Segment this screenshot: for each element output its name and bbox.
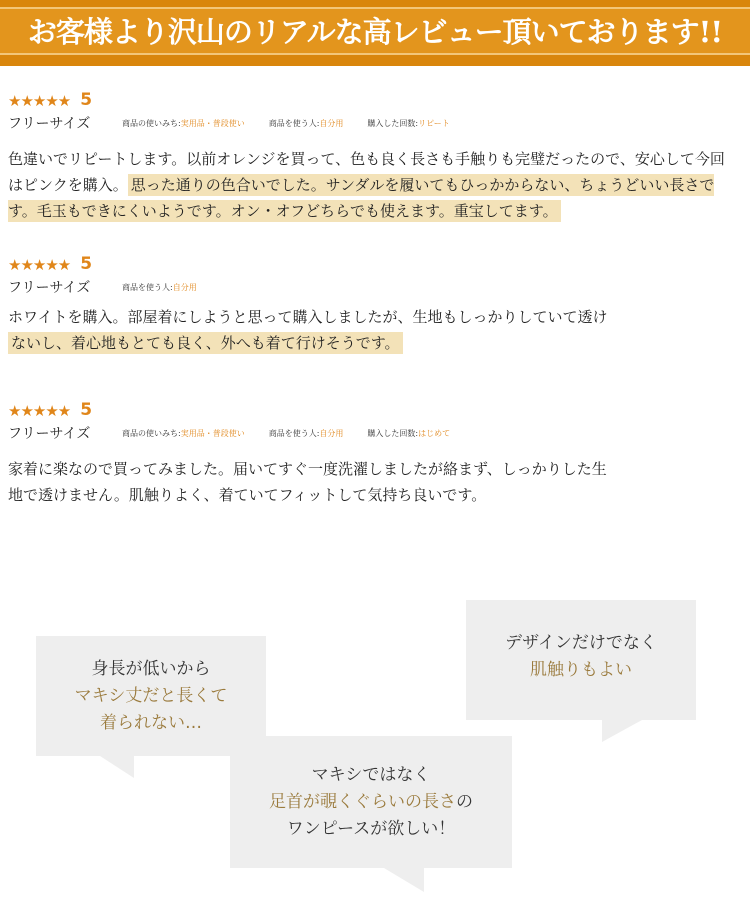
review-meta bbox=[8, 422, 738, 444]
rating-row bbox=[8, 88, 738, 110]
size-label: フリーサイズ bbox=[8, 426, 91, 442]
size-label: フリーサイズ bbox=[8, 116, 91, 132]
star-rating-icon: ★★★★★ bbox=[8, 92, 71, 110]
review-text: 家着に楽なので買ってみました。届いてすぐ一度洗濯しましたが絡まず、しっかりした生 地で透けません。肌触りよく、着ていてフィットして気持ち良いです。 bbox=[8, 460, 607, 504]
size-label: フリーサイズ bbox=[8, 280, 91, 296]
meta-user: 商品を使う人:自分用 bbox=[268, 118, 344, 128]
meta-user: 商品を使う人:自分用 bbox=[122, 282, 197, 292]
star-rating-icon: ★★★★★ bbox=[8, 402, 71, 420]
meta-count: 購入した回数:リピート bbox=[367, 118, 450, 128]
review-meta bbox=[8, 276, 738, 298]
speech-bubble-tail bbox=[602, 720, 642, 742]
speech-bubble-center: マキシではなく 足首が覗くぐらいの長さの ワンピースが欲しい！ bbox=[230, 736, 512, 868]
header-banner bbox=[0, 0, 750, 66]
star-rating-icon: ★★★★★ bbox=[8, 256, 71, 274]
meta-count: 購入した回数:はじめて bbox=[367, 428, 451, 438]
rating-row bbox=[8, 398, 738, 420]
review-text: 色違いでリピートします。以前オレンジを買って、色も良く長さも手触りも完璧だったので、安心して今回はピンクを購入。 思った通りの色合いでした。サンダルを履いてもひっかからない、ちょうどいい長さです。毛玉もできにくいようです。オン・オフどちらでも使えます。重宝してます。 bbox=[8, 150, 725, 220]
review-text: ホワイトを購入。部屋着にしようと思って購入しましたが、生地もしっかりしていて透け ないし、着心地もとても良く、外へも着て行けそうです。 bbox=[8, 308, 608, 352]
meta-usage: 商品の使いみち:実用品・普段使い bbox=[122, 428, 245, 438]
rating-score: 5 bbox=[80, 254, 93, 274]
speech-bubble-left: 身長が低いから マキシ丈だと長くて 着られない… bbox=[36, 636, 266, 756]
rating-score: 5 bbox=[80, 90, 93, 110]
review-2 bbox=[8, 252, 738, 356]
rating-row bbox=[8, 252, 738, 274]
speech-bubble-right: デザインだけでなく 肌触りもよい bbox=[466, 600, 696, 720]
rating-score: 5 bbox=[80, 400, 93, 420]
meta-usage: 商品の使いみち:実用品・普段使い bbox=[122, 118, 245, 128]
review-1 bbox=[8, 88, 738, 224]
meta-user: 商品を使う人:自分用 bbox=[268, 428, 344, 438]
review-highlight: ないし、着心地もとても良く、外へも着て行けそうです。 bbox=[8, 332, 403, 354]
review-meta bbox=[8, 112, 738, 134]
banner-title: お客様より沢山のリアルな高レビュー頂いております!! bbox=[27, 15, 723, 49]
review-3 bbox=[8, 398, 738, 508]
review-highlight: 思った通りの色合いでした。サンダルを履いてもひっかからない、ちょうどいい長さです。毛玉もできにくいようです。オン・オフどちらでも使えます。重宝してます。 bbox=[8, 176, 715, 220]
speech-bubble-tail bbox=[384, 868, 424, 892]
speech-bubble-tail bbox=[100, 756, 134, 778]
